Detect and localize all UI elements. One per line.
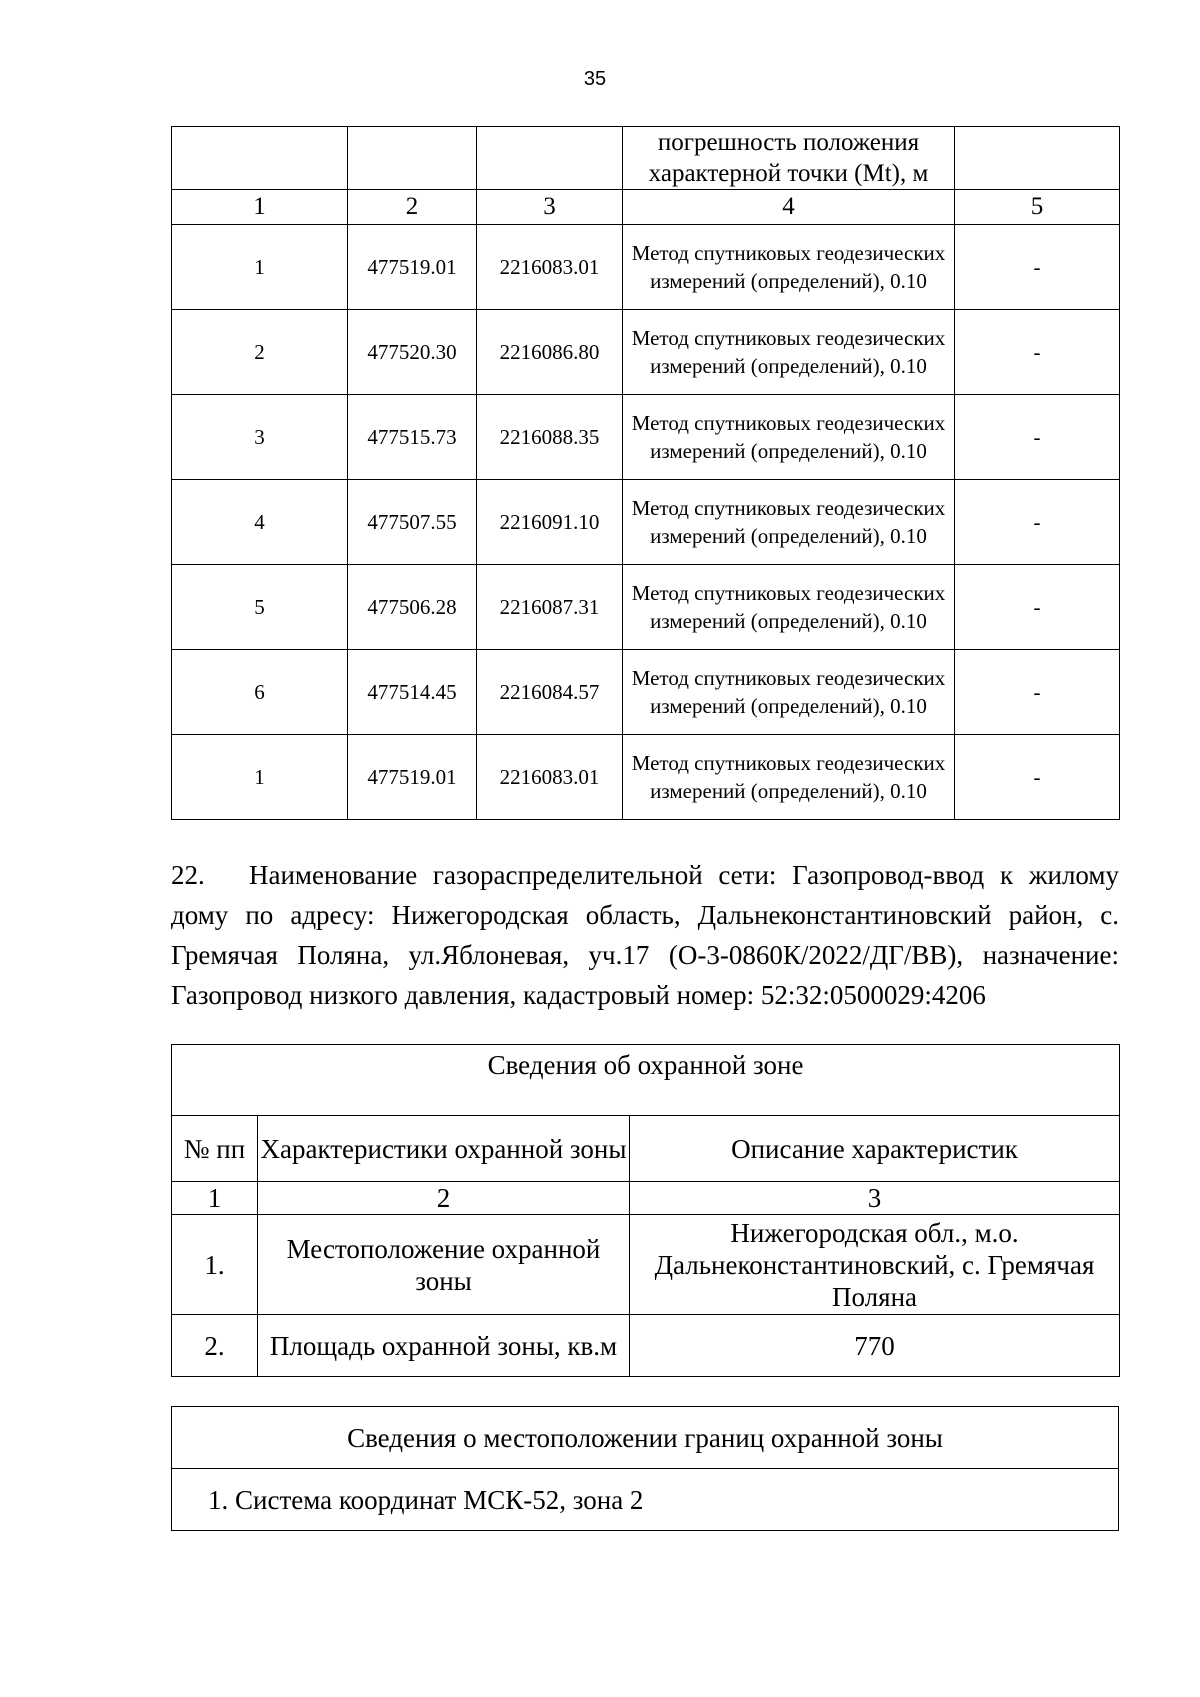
zone-header-description: Описание характеристик — [630, 1116, 1120, 1182]
point-number: 3 — [172, 395, 348, 480]
coordinates-table — [171, 126, 1120, 820]
point-note: - — [955, 310, 1120, 395]
boundary-system-row — [172, 1469, 1119, 1531]
measurement-method: Метод спутниковых геодезических измерений (определений), 0.10 — [623, 310, 955, 395]
coord-x: 477519.01 — [348, 225, 477, 310]
coord-x: 477514.45 — [348, 650, 477, 735]
table-row — [172, 735, 1120, 820]
table-row — [172, 395, 1120, 480]
measurement-method: Метод спутниковых геодезических измерений (определений), 0.10 — [623, 225, 955, 310]
point-number: 5 — [172, 565, 348, 650]
point-note: - — [955, 565, 1120, 650]
coords-col-number: 3 — [477, 190, 623, 225]
point-number: 1 — [172, 225, 348, 310]
coords-header-empty-3 — [477, 127, 623, 190]
point-number: 4 — [172, 480, 348, 565]
coord-y: 2216088.35 — [477, 395, 623, 480]
table-row — [172, 1215, 1120, 1315]
coords-col-number: 2 — [348, 190, 477, 225]
point-note: - — [955, 735, 1120, 820]
zone-col-number: 3 — [630, 1182, 1120, 1215]
zone-header-characteristic: Характеристики охранной зоны — [258, 1116, 630, 1182]
coord-x: 477515.73 — [348, 395, 477, 480]
point-number: 6 — [172, 650, 348, 735]
coord-x: 477520.30 — [348, 310, 477, 395]
zone-header-number: № пп — [172, 1116, 258, 1182]
coord-x: 477506.28 — [348, 565, 477, 650]
point-number: 1 — [172, 735, 348, 820]
coords-col-number: 1 — [172, 190, 348, 225]
coords-col-number: 4 — [623, 190, 955, 225]
boundary-table-title: Сведения о местоположении границ охранной зоны — [172, 1407, 1119, 1469]
section-paragraph — [171, 855, 1119, 1015]
coords-header-accuracy: погрешность положения характерной точки (Mt), м — [623, 127, 955, 190]
zone-col-number: 1 — [172, 1182, 258, 1215]
zone-column-numbers-row — [172, 1182, 1120, 1215]
table-row — [172, 1315, 1120, 1377]
point-note: - — [955, 480, 1120, 565]
section-text: Наименование газораспределительной сети: Газопровод-ввод к жилому дому по адресу: Нижегородская область, Дальнеконстантиновский район, с. Гремячая Поляна, ул.Яблоневая, уч.17 (О-3-0860К/2022/ДГ/ВВ), назначение: Газопровод низкого давления, кадастровый номер: 52:32:0500029:4206 — [171, 860, 1119, 1010]
coord-y: 2216083.01 — [477, 735, 623, 820]
zone-table-title: Сведения об охранной зоне — [172, 1045, 1120, 1116]
table-row — [172, 650, 1120, 735]
zone-row-number: 2. — [172, 1315, 258, 1377]
boundary-table — [171, 1406, 1119, 1531]
coord-y: 2216084.57 — [477, 650, 623, 735]
measurement-method: Метод спутниковых геодезических измерений (определений), 0.10 — [623, 735, 955, 820]
zone-characteristic: Площадь охранной зоны, кв.м — [258, 1315, 630, 1377]
coords-column-numbers-row — [172, 190, 1120, 225]
point-number: 2 — [172, 310, 348, 395]
point-note: - — [955, 395, 1120, 480]
protection-zone-table — [171, 1044, 1120, 1377]
coordinate-system: 1. Система координат МСК-52, зона 2 — [172, 1469, 1119, 1531]
zone-characteristic: Местоположение охранной зоны — [258, 1215, 630, 1315]
zone-header-row — [172, 1116, 1120, 1182]
measurement-method: Метод спутниковых геодезических измерений (определений), 0.10 — [623, 480, 955, 565]
coords-col-number: 5 — [955, 190, 1120, 225]
zone-value: Нижегородская обл., м.о. Дальнеконстантиновский, с. Гремячая Поляна — [630, 1215, 1120, 1315]
coords-header-row — [172, 127, 1120, 190]
boundary-title-row — [172, 1407, 1119, 1469]
coords-header-empty-2 — [348, 127, 477, 190]
coord-x: 477519.01 — [348, 735, 477, 820]
zone-col-number: 2 — [258, 1182, 630, 1215]
measurement-method: Метод спутниковых геодезических измерений (определений), 0.10 — [623, 650, 955, 735]
coord-y: 2216087.31 — [477, 565, 623, 650]
table-row — [172, 310, 1120, 395]
measurement-method: Метод спутниковых геодезических измерений (определений), 0.10 — [623, 565, 955, 650]
coord-y: 2216083.01 — [477, 225, 623, 310]
measurement-method: Метод спутниковых геодезических измерений (определений), 0.10 — [623, 395, 955, 480]
coord-y: 2216091.10 — [477, 480, 623, 565]
table-row — [172, 565, 1120, 650]
section-number: 22. — [171, 860, 205, 890]
zone-value: 770 — [630, 1315, 1120, 1377]
coords-header-empty-5 — [955, 127, 1120, 190]
table-row — [172, 225, 1120, 310]
coord-x: 477507.55 — [348, 480, 477, 565]
zone-row-number: 1. — [172, 1215, 258, 1315]
table-row — [172, 480, 1120, 565]
point-note: - — [955, 225, 1120, 310]
zone-title-row — [172, 1045, 1120, 1116]
coords-header-empty-1 — [172, 127, 348, 190]
point-note: - — [955, 650, 1120, 735]
page-number: 35 — [583, 68, 607, 90]
coord-y: 2216086.80 — [477, 310, 623, 395]
